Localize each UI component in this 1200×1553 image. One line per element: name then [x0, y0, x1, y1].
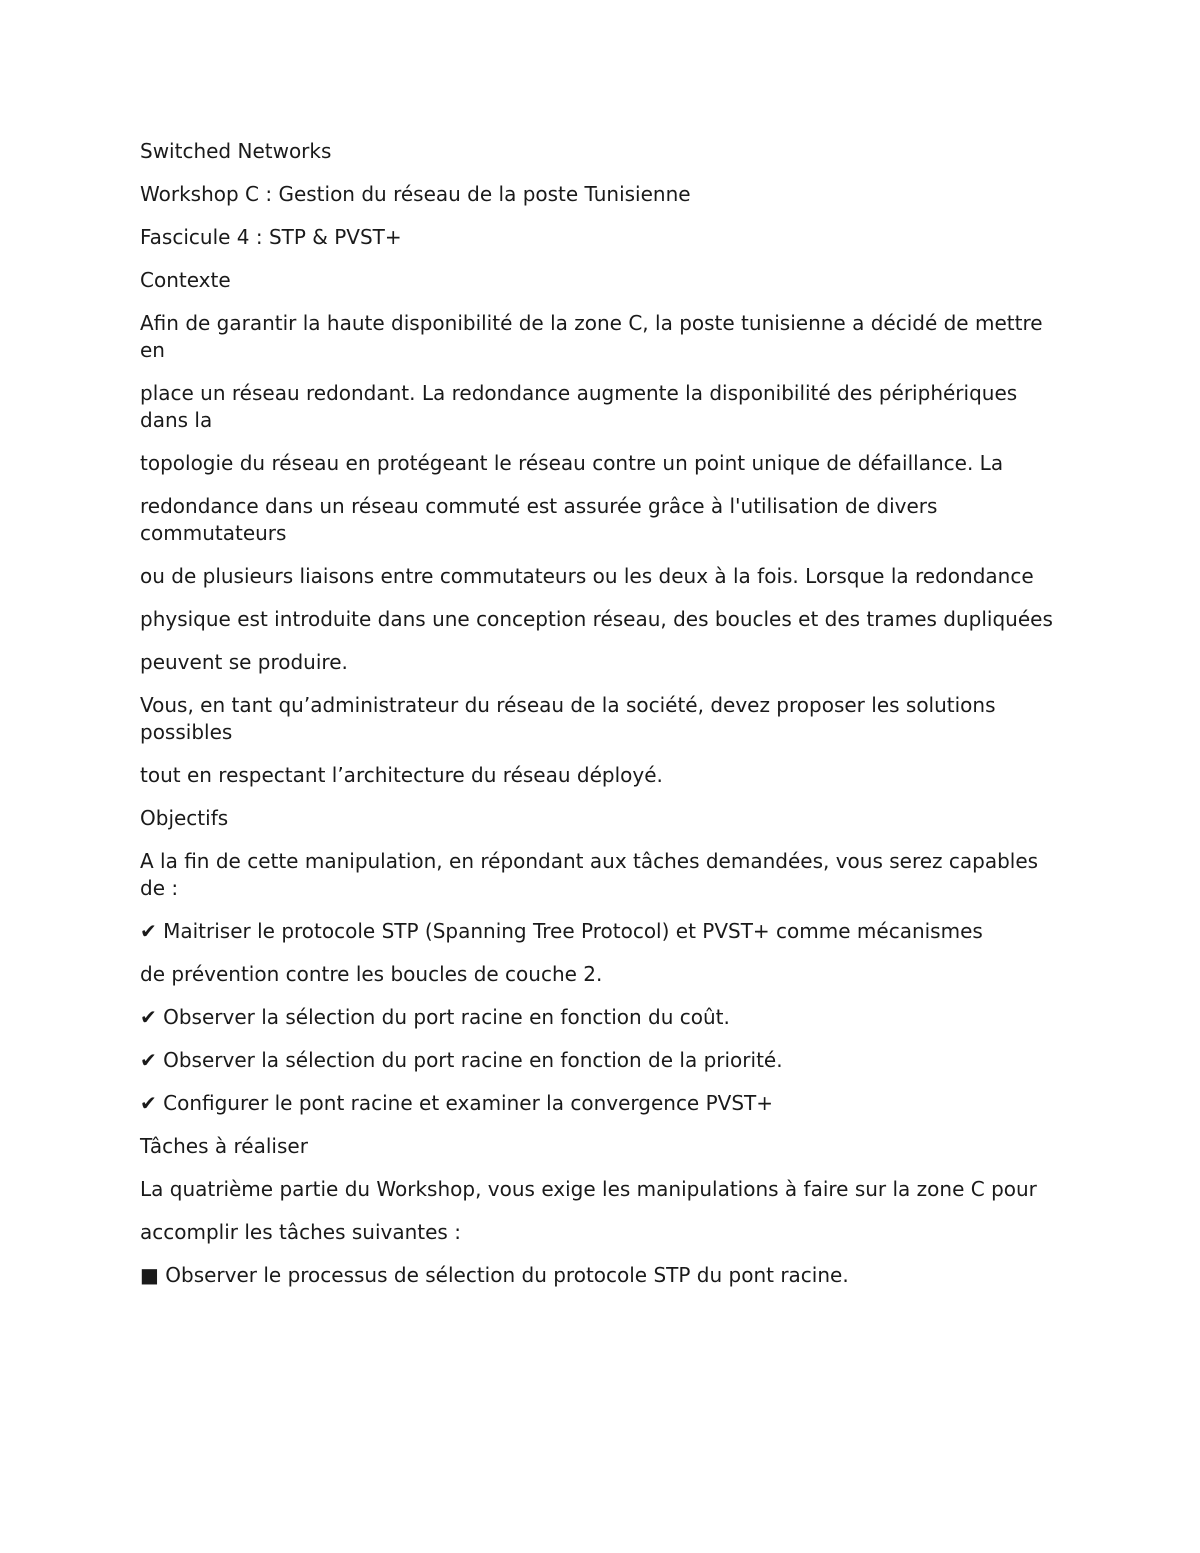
checklist-item: ✔ Observer la sélection du port racine en fonction du coût.	[140, 1005, 730, 1029]
paragraph: topologie du réseau en protégeant le réseau contre un point unique de défaillance. La	[140, 451, 1004, 475]
paragraph: peuvent se produire.	[140, 650, 348, 674]
paragraph: Vous, en tant qu’administrateur du réseau de la société, devez proposer les solutions possibles	[140, 693, 996, 744]
paragraph: place un réseau redondant. La redondance augmente la disponibilité des périphériques dans la	[140, 381, 1018, 432]
paragraph: tout en respectant l’architecture du réseau déployé.	[140, 763, 663, 787]
paragraph: accomplir les tâches suivantes :	[140, 1220, 461, 1244]
doc-title: Switched Networks	[140, 139, 332, 163]
paragraph: physique est introduite dans une conception réseau, des boucles et des trames dupliquées	[140, 607, 1053, 631]
paragraph: ou de plusieurs liaisons entre commutateurs ou les deux à la fois. Lorsque la redondance	[140, 564, 1034, 588]
section-heading-objectifs: Objectifs	[140, 806, 229, 830]
section-heading-contexte: Contexte	[140, 268, 231, 292]
bullet-item: ■ Observer le processus de sélection du protocole STP du pont racine.	[140, 1263, 849, 1287]
document-body	[140, 138, 1060, 1305]
fascicule-title: Fascicule 4 : STP & PVST+	[140, 225, 402, 249]
checklist-item: ✔ Maitriser le protocole STP (Spanning Tree Protocol) et PVST+ comme mécanismes	[140, 919, 983, 943]
paragraph: de prévention contre les boucles de couche 2.	[140, 962, 603, 986]
checklist-item: ✔ Observer la sélection du port racine en fonction de la priorité.	[140, 1048, 783, 1072]
paragraph: La quatrième partie du Workshop, vous exige les manipulations à faire sur la zone C pour	[140, 1177, 1037, 1201]
paragraph: A la fin de cette manipulation, en répondant aux tâches demandées, vous serez capables de :	[140, 849, 1039, 900]
checklist-item: ✔ Configurer le pont racine et examiner la convergence PVST+	[140, 1091, 774, 1115]
paragraph: redondance dans un réseau commuté est assurée grâce à l'utilisation de divers commutateurs	[140, 494, 938, 545]
workshop-title: Workshop C : Gestion du réseau de la poste Tunisienne	[140, 182, 691, 206]
paragraph: Afin de garantir la haute disponibilité de la zone C, la poste tunisienne a décidé de mettre en	[140, 311, 1043, 362]
section-heading-taches: Tâches à réaliser	[140, 1134, 308, 1158]
